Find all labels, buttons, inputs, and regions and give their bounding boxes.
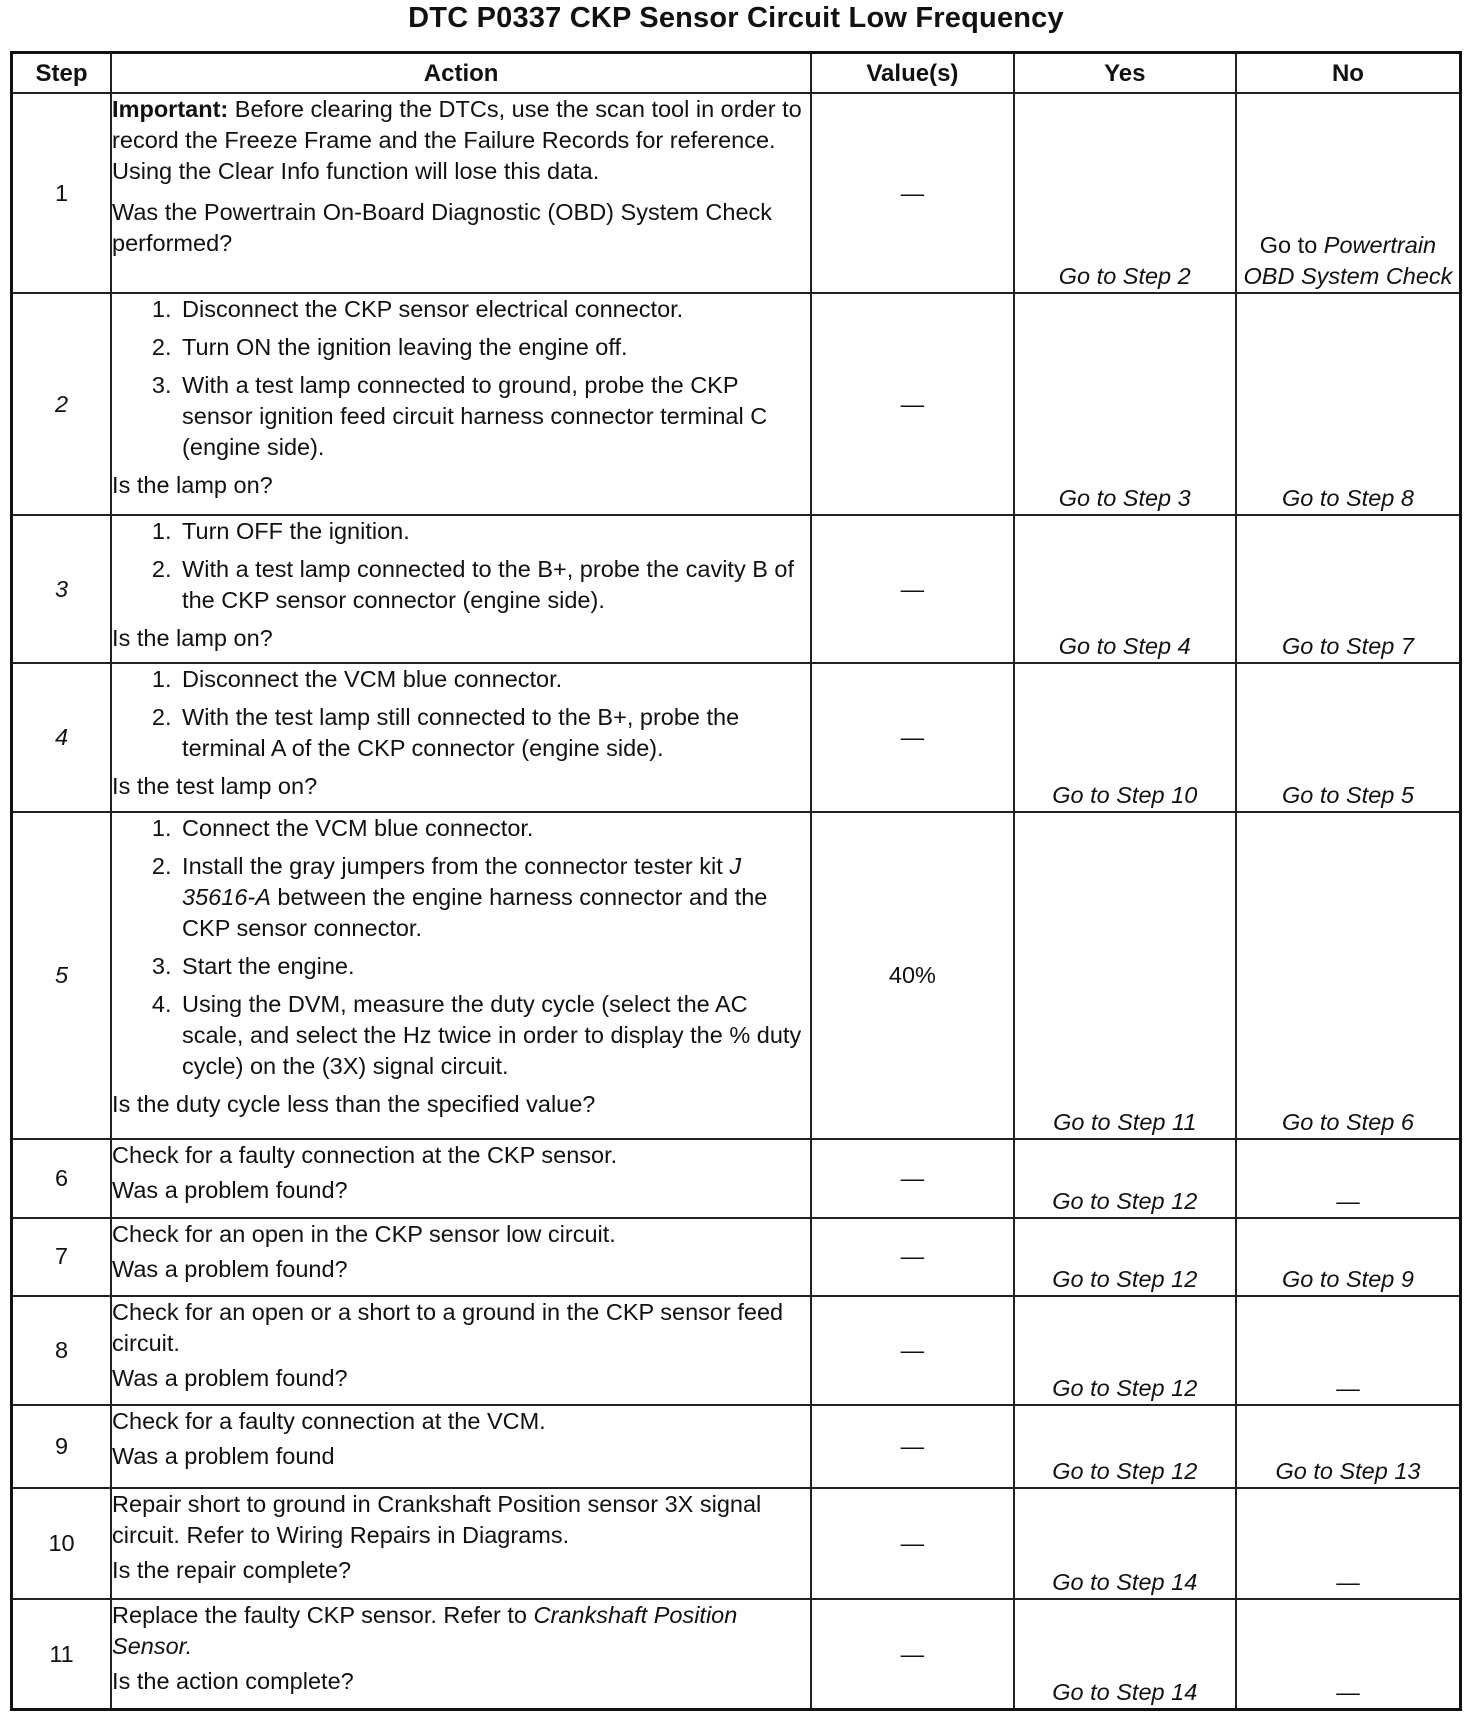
action-question: Is the duty cycle less than the specified value? xyxy=(112,1090,596,1117)
no-link[interactable]: Go to Step 7 xyxy=(1236,515,1461,663)
value-cell: — xyxy=(811,1599,1013,1709)
action-item: 2. With a test lamp connected to the B+, probe the cavity B of the CKP sensor connector (engine side). xyxy=(178,554,810,616)
action-item: 4. Using the DVM, measure the duty cycle (select the AC scale, and select the Hz twice in order to display the % duty cycle) on the (3X) signal circuit. xyxy=(178,989,810,1082)
no-cell: — xyxy=(1236,1599,1461,1709)
action-question: Is the test lamp on? xyxy=(112,773,318,800)
value-cell: — xyxy=(811,1218,1013,1296)
value-cell: — xyxy=(811,1405,1013,1488)
step-number: 8 xyxy=(12,1296,112,1405)
action-cell xyxy=(111,1296,811,1405)
reference-title: Crankshaft Position Sensor. xyxy=(112,1602,738,1660)
action-question: Was a problem found? xyxy=(112,1177,348,1204)
action-item: 3. Start the engine. xyxy=(178,951,810,982)
action-text: Check for a faulty connection at the VCM. xyxy=(112,1408,546,1435)
action-text: Check for an open in the CKP sensor low circuit. xyxy=(112,1220,616,1247)
action-text: Check for an open or a short to a ground in the CKP sensor feed circuit. xyxy=(112,1299,784,1357)
yes-link[interactable]: Go to Step 11 xyxy=(1014,812,1236,1140)
no-link[interactable] xyxy=(1236,93,1461,293)
action-item: 1. Disconnect the VCM blue connector. xyxy=(178,664,810,695)
action-question: Was a problem found xyxy=(112,1443,335,1470)
no-cell: — xyxy=(1236,1488,1461,1599)
yes-link[interactable]: Go to Step 12 xyxy=(1014,1139,1236,1217)
step-number: 6 xyxy=(12,1139,112,1217)
yes-link[interactable]: Go to Step 3 xyxy=(1014,293,1236,515)
action-cell xyxy=(111,293,811,515)
step-number: 4 xyxy=(12,663,112,811)
action-item-text: Install the gray jumpers from the connector tester kit xyxy=(182,852,730,879)
yes-link[interactable]: Go to Step 12 xyxy=(1014,1296,1236,1405)
header-row xyxy=(12,53,1461,94)
table-row-step-3 xyxy=(12,515,1461,663)
no-link[interactable]: Go to Step 13 xyxy=(1236,1405,1461,1488)
yes-link[interactable]: Go to Step 10 xyxy=(1014,663,1236,811)
value-cell: — xyxy=(811,663,1013,811)
table-row-step-2 xyxy=(12,293,1461,515)
header-step: Step xyxy=(12,53,112,94)
no-link[interactable]: Go to Step 8 xyxy=(1236,293,1461,515)
action-cell xyxy=(111,1139,811,1217)
header-value: Value(s) xyxy=(811,53,1013,94)
action-item: 2. With the test lamp still connected to the B+, probe the terminal A of the CKP connector (engine side). xyxy=(178,702,810,764)
action-cell xyxy=(111,1218,811,1296)
value-cell: — xyxy=(811,1488,1013,1599)
action-question: Is the action complete? xyxy=(112,1668,354,1695)
table-row-step-11 xyxy=(12,1599,1461,1709)
value-cell: — xyxy=(811,93,1013,293)
header-no: No xyxy=(1236,53,1461,94)
step-number: 10 xyxy=(12,1488,112,1599)
header-action: Action xyxy=(111,53,811,94)
value-cell: — xyxy=(811,515,1013,663)
page-title: DTC P0337 CKP Sensor Circuit Low Frequency xyxy=(408,2,1064,34)
action-list xyxy=(112,664,810,764)
action-question: Is the repair complete? xyxy=(112,1556,352,1583)
action-list xyxy=(112,294,810,463)
action-item: 2. Turn ON the ignition leaving the engine off. xyxy=(178,332,810,363)
action-list xyxy=(112,813,810,1082)
value-cell: — xyxy=(811,1296,1013,1405)
action-text xyxy=(112,1600,810,1662)
action-text: Check for a faulty connection at the CKP sensor. xyxy=(112,1142,618,1169)
action-cell xyxy=(111,515,811,663)
yes-link[interactable]: Go to Step 2 xyxy=(1014,93,1236,293)
action-list xyxy=(112,516,810,616)
action-item: 1. Turn OFF the ignition. xyxy=(178,516,810,547)
step-number: 7 xyxy=(12,1218,112,1296)
important-text: Before clearing the DTCs, use the scan tool in order to record the Freeze Frame and the Failure Records for reference. Using the Clear Info function will lose this data. xyxy=(112,96,802,184)
value-cell: — xyxy=(811,1139,1013,1217)
no-cell: — xyxy=(1236,1296,1461,1405)
action-question: Is the lamp on? xyxy=(112,624,273,651)
action-text: Repair short to ground in Crankshaft Position sensor 3X signal circuit. Refer to Wiring Repairs in Diagrams. xyxy=(112,1490,762,1548)
important-note xyxy=(112,94,810,187)
table-row-step-8 xyxy=(12,1296,1461,1405)
header-yes: Yes xyxy=(1014,53,1236,94)
step-number: 11 xyxy=(12,1599,112,1709)
yes-link[interactable]: Go to Step 4 xyxy=(1014,515,1236,663)
no-link[interactable]: Go to Step 6 xyxy=(1236,812,1461,1140)
no-target: Powertrain OBD System Check xyxy=(1243,232,1453,290)
step-number: 2 xyxy=(12,293,112,515)
action-item: 3. With a test lamp connected to ground, probe the CKP sensor ignition feed circuit harness connector terminal C (engine side). xyxy=(178,370,810,463)
action-question: Was a problem found? xyxy=(112,1255,348,1282)
action-question: Is the lamp on? xyxy=(112,472,273,499)
no-link[interactable]: Go to Step 9 xyxy=(1236,1218,1461,1296)
yes-link[interactable]: Go to Step 12 xyxy=(1014,1405,1236,1488)
table-row-step-10 xyxy=(12,1488,1461,1599)
action-item xyxy=(178,851,810,944)
action-item: 1. Connect the VCM blue connector. xyxy=(178,813,810,844)
value-cell: — xyxy=(811,293,1013,515)
action-question: Was a problem found? xyxy=(112,1365,348,1392)
table-row-step-7 xyxy=(12,1218,1461,1296)
action-text-plain: Replace the faulty CKP sensor. Refer to xyxy=(112,1602,534,1629)
table-row-step-9 xyxy=(12,1405,1461,1488)
step-number: 5 xyxy=(12,812,112,1140)
tool-number: J 35616-A xyxy=(182,852,742,910)
table-row-step-4 xyxy=(12,663,1461,811)
no-cell: — xyxy=(1236,1139,1461,1217)
value-cell: 40% xyxy=(811,812,1013,1140)
yes-link[interactable]: Go to Step 12 xyxy=(1014,1218,1236,1296)
yes-link[interactable]: Go to Step 14 xyxy=(1014,1488,1236,1599)
important-label: Important: xyxy=(112,96,229,122)
action-cell xyxy=(111,1599,811,1709)
action-cell xyxy=(111,663,811,811)
diagnostic-table xyxy=(10,51,1462,1711)
table-row-step-1 xyxy=(12,93,1461,293)
action-cell xyxy=(111,812,811,1140)
action-cell xyxy=(111,93,811,293)
yes-link[interactable]: Go to Step 14 xyxy=(1014,1599,1236,1709)
action-question: Was the Powertrain On-Board Diagnostic (OBD) System Check performed? xyxy=(112,199,773,256)
action-item: 1. Disconnect the CKP sensor electrical connector. xyxy=(178,294,810,325)
table-row-step-6 xyxy=(12,1139,1461,1217)
no-link[interactable]: Go to Step 5 xyxy=(1236,663,1461,811)
action-item-text: between the engine harness connector and the CKP sensor connector. xyxy=(182,883,768,941)
step-number: 9 xyxy=(12,1405,112,1488)
no-prefix: Go to xyxy=(1259,232,1324,259)
action-cell xyxy=(111,1405,811,1488)
action-cell xyxy=(111,1488,811,1599)
step-number: 3 xyxy=(12,515,112,663)
table-row-step-5 xyxy=(12,812,1461,1140)
step-number: 1 xyxy=(12,93,112,293)
